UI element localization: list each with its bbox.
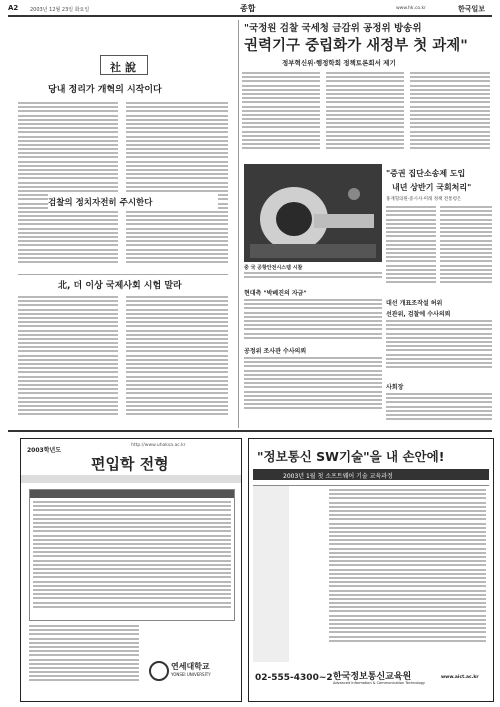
news-photo (244, 164, 382, 262)
brief-5-title: 사회장 (386, 384, 404, 391)
header-rule (8, 15, 492, 17)
issue-date: 2003년 12월 23일 화요일 (30, 7, 90, 13)
brief-4-title: 공정위 조사관 수사의뢰 (244, 348, 307, 355)
brief-3-title: 선관위, 검찰에 수사의뢰 (386, 311, 451, 318)
ad-yonsei-banner (21, 475, 241, 483)
brief-5 (386, 382, 492, 426)
scanner-image (244, 164, 382, 262)
lead-story (242, 20, 492, 160)
lead-text-3 (410, 72, 490, 158)
brief-4-text (244, 357, 382, 423)
photo-caption: 중 국 공항안전시스템 시찰 (244, 265, 303, 271)
lead-headline: 권력기구 중립화가 새정부 첫 과제" (244, 38, 468, 54)
editorial-text-3 (18, 296, 118, 424)
editorial-text-1b (126, 102, 228, 274)
sidebar-headline: "증권 집단소송제 도입 (386, 169, 466, 178)
ad-divider (8, 430, 492, 432)
ad-aict-org: 한국정보통신교육원 (333, 672, 412, 682)
web-address: www.hk.co.kr (396, 6, 426, 11)
editorial-divider (18, 274, 228, 275)
brief-2-text (386, 320, 492, 380)
sidebar-story (386, 164, 492, 294)
page-header (8, 3, 492, 15)
editorial-headline-1: 당내 정리가 개혁의 시작이다 (48, 85, 162, 95)
ad-aict (248, 438, 494, 702)
photo-caption-text (244, 272, 382, 284)
section-name: 종합 (240, 4, 256, 13)
lead-kicker: "국정원 검찰 국세청 금감위 공정위 방송위 (244, 23, 422, 34)
brief-1 (244, 288, 382, 344)
lead-text-1 (242, 72, 320, 158)
page-number: A2 (8, 4, 19, 12)
brief-2 (386, 298, 492, 378)
sidebar-sub: 홍재형의원·증시사·미래 정책 전통령은 (386, 197, 462, 202)
editorial-headline-2: 검찰의 정치자전히 주시한다 (48, 194, 218, 210)
ad-aict-url: www.aict.ac.kr (441, 675, 479, 680)
yonsei-emblem-icon (149, 661, 169, 681)
ad-yonsei-school: 연세대학교 (171, 662, 210, 671)
ad-yonsei-url: http://www.uhaksa.ac.kr (131, 443, 186, 448)
ad-aict-phone: 02-555-4300~2 (255, 673, 333, 683)
ad-aict-subtitle: 2003년 1월 첫 소프트웨어 기술 교육과정 (283, 473, 393, 480)
ad-aict-title: "정보통신 SW기술"을 내 손안에! (257, 449, 445, 464)
editorial-text-1 (18, 102, 118, 274)
brief-1-text (244, 299, 382, 345)
ad-yonsei-notes (29, 625, 139, 695)
ad-yonsei-heading: 편입학 전형 (91, 455, 169, 473)
lead-text-2 (326, 72, 404, 158)
editorial-title-box (100, 55, 148, 75)
ad-aict-org-en: Advanced Information & Communication Technology (333, 681, 425, 685)
editorial-title: 社說 (110, 61, 140, 74)
paper-name: 한국일보 (458, 5, 486, 13)
sidebar-text-1 (386, 206, 436, 292)
ad-yonsei-year: 2003학년도 (27, 447, 62, 454)
editorial-text-3b (126, 296, 228, 424)
ad-aict-table (253, 485, 489, 664)
ad-yonsei-table (29, 489, 235, 621)
brief-2-title: 대선 개표조작설 허위 (386, 300, 443, 307)
ad-yonsei-school-en: YONSEI UNIVERSITY (171, 672, 211, 677)
sidebar-headline-2: 내년 상반기 국회처리" (392, 183, 472, 192)
ad-aict-subtitle-bar (253, 469, 489, 480)
brief-5-text (386, 393, 492, 427)
ad-yonsei (20, 438, 242, 702)
brief-1-title: 현대측 "박볘진의 자금" (244, 290, 307, 297)
editorial-column (8, 20, 236, 428)
editorial-headline-3: 北, 더 이상 국제사회 시험 말라 (58, 281, 182, 291)
lead-byline: 정부혁신위·행정학회 정책토론회서 제기 (282, 59, 396, 67)
brief-4 (244, 346, 382, 424)
sidebar-text-2 (440, 206, 492, 292)
column-divider (238, 20, 239, 428)
